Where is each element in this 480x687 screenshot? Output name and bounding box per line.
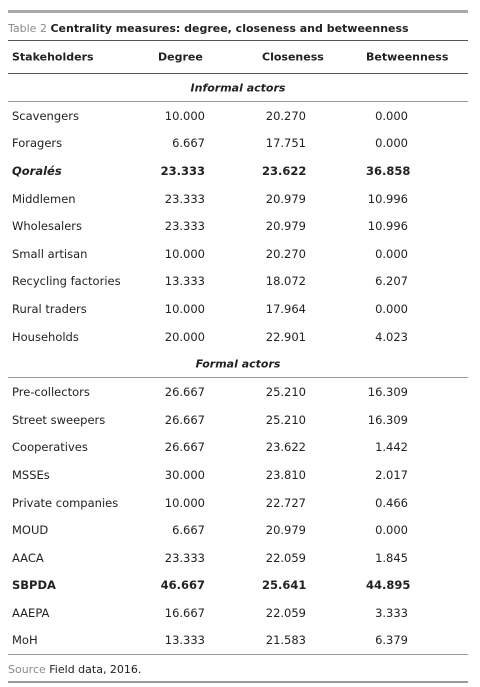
- betweenness-cell: 6.379: [375, 633, 408, 648]
- degree-cell: 46.667: [160, 578, 205, 593]
- stakeholder-cell: Households: [12, 329, 79, 344]
- stakeholder-cell: Small artisan: [12, 246, 88, 261]
- betweenness-cell: 0.000: [375, 136, 408, 151]
- stakeholder-cell: SBPDA: [12, 578, 56, 593]
- degree-cell: 6.667: [172, 136, 205, 151]
- table-row: [8, 434, 468, 462]
- stakeholder-cell: Pre-collectors: [12, 385, 90, 400]
- table-row: [8, 406, 468, 434]
- header-betweenness: Betweenness: [366, 50, 449, 64]
- closeness-cell: 17.751: [265, 136, 306, 151]
- betweenness-cell: 1.442: [375, 440, 408, 455]
- closeness-cell: 18.072: [265, 274, 306, 289]
- degree-cell: 16.667: [164, 605, 205, 620]
- table-row: [8, 489, 468, 517]
- degree-cell: 30.000: [164, 467, 205, 482]
- stakeholder-cell: MoH: [12, 633, 38, 648]
- betweenness-cell: 0.000: [375, 301, 408, 316]
- header-stakeholders: Stakeholders: [12, 50, 94, 64]
- stakeholder-cell: MSSEs: [12, 467, 50, 482]
- degree-cell: 26.667: [164, 385, 205, 400]
- closeness-cell: 25.641: [262, 578, 307, 593]
- stakeholder-cell: AACA: [12, 550, 44, 565]
- degree-cell: 10.000: [164, 246, 205, 261]
- degree-cell: 26.667: [164, 440, 205, 455]
- closeness-cell: 21.583: [265, 633, 306, 648]
- degree-cell: 10.000: [164, 495, 205, 510]
- table-row: [8, 157, 468, 185]
- stakeholder-cell: Middlemen: [12, 191, 76, 206]
- betweenness-cell: 1.845: [375, 550, 408, 565]
- table-row: [8, 378, 468, 406]
- closeness-cell: 22.059: [265, 550, 306, 565]
- stakeholder-cell: AAEPA: [12, 605, 50, 620]
- table-row: [8, 544, 468, 572]
- table-row: [8, 516, 468, 544]
- table-row: [8, 295, 468, 323]
- header-closeness: Closeness: [262, 50, 324, 64]
- table-title: Centrality measures: degree, closeness and betweenness: [50, 22, 409, 35]
- stakeholder-cell: Street sweepers: [12, 412, 106, 427]
- stakeholder-cell: Qoralés: [12, 163, 62, 178]
- section-heading: [8, 350, 468, 377]
- table-row: [8, 461, 468, 489]
- betweenness-cell: 4.023: [375, 329, 408, 344]
- table-row: [8, 572, 468, 600]
- stakeholder-cell: MOUD: [12, 523, 49, 538]
- table-row: [8, 212, 468, 240]
- table-row: [8, 240, 468, 268]
- stakeholder-cell: Scavengers: [12, 108, 79, 123]
- table-body: [8, 74, 468, 654]
- betweenness-cell: 0.000: [375, 523, 408, 538]
- degree-cell: 13.333: [164, 633, 205, 648]
- betweenness-cell: 3.333: [375, 605, 408, 620]
- table-row: [8, 102, 468, 130]
- degree-cell: 10.000: [164, 108, 205, 123]
- centrality-table: [8, 10, 468, 683]
- stakeholder-cell: Recycling factories: [12, 274, 121, 289]
- table-caption: [8, 13, 468, 40]
- table-row: [8, 268, 468, 296]
- betweenness-cell: 44.895: [366, 578, 411, 593]
- closeness-cell: 20.979: [265, 523, 306, 538]
- closeness-cell: 25.210: [265, 412, 306, 427]
- table-row: [8, 185, 468, 213]
- stakeholder-cell: Rural traders: [12, 301, 87, 316]
- betweenness-cell: 16.309: [367, 412, 408, 427]
- closeness-cell: 23.810: [265, 467, 306, 482]
- stakeholder-cell: Private companies: [12, 495, 119, 510]
- closeness-cell: 23.622: [262, 163, 307, 178]
- closeness-cell: 25.210: [265, 385, 306, 400]
- betweenness-cell: 0.466: [375, 495, 408, 510]
- degree-cell: 10.000: [164, 301, 205, 316]
- degree-cell: 23.333: [164, 550, 205, 565]
- source-label: Source: [8, 663, 46, 677]
- closeness-cell: 20.270: [265, 246, 306, 261]
- closeness-cell: 22.901: [265, 329, 306, 344]
- source-text: Field data, 2016.: [49, 663, 142, 677]
- section-title: Formal actors: [195, 357, 281, 371]
- closeness-cell: 17.964: [265, 301, 306, 316]
- betweenness-cell: 6.207: [375, 274, 408, 289]
- table-number: Table 2: [8, 22, 47, 35]
- table-row: [8, 130, 468, 158]
- degree-cell: 23.333: [160, 163, 205, 178]
- betweenness-cell: 0.000: [375, 108, 408, 123]
- closeness-cell: 20.979: [265, 219, 306, 234]
- betweenness-cell: 16.309: [367, 385, 408, 400]
- degree-cell: 26.667: [164, 412, 205, 427]
- stakeholder-cell: Cooperatives: [12, 440, 88, 455]
- closeness-cell: 22.059: [265, 605, 306, 620]
- section-heading: [8, 74, 468, 101]
- betweenness-cell: 2.017: [375, 467, 408, 482]
- stakeholder-cell: Wholesalers: [12, 219, 82, 234]
- table-row: [8, 599, 468, 627]
- betweenness-cell: 36.858: [366, 163, 411, 178]
- betweenness-cell: 10.996: [367, 219, 408, 234]
- bottom-rule: [8, 681, 468, 683]
- closeness-cell: 22.727: [265, 495, 306, 510]
- degree-cell: 23.333: [164, 219, 205, 234]
- degree-cell: 23.333: [164, 191, 205, 206]
- table-row: [8, 627, 468, 655]
- table-row: [8, 323, 468, 351]
- table-source: [8, 655, 468, 681]
- header-row: [8, 41, 468, 73]
- degree-cell: 13.333: [164, 274, 205, 289]
- section-title: Informal actors: [190, 81, 286, 94]
- degree-cell: 20.000: [164, 329, 205, 344]
- betweenness-cell: 0.000: [375, 246, 408, 261]
- betweenness-cell: 10.996: [367, 191, 408, 206]
- closeness-cell: 20.979: [265, 191, 306, 206]
- degree-cell: 6.667: [172, 523, 205, 538]
- closeness-cell: 20.270: [265, 108, 306, 123]
- closeness-cell: 23.622: [265, 440, 306, 455]
- stakeholder-cell: Foragers: [12, 136, 63, 151]
- header-degree: Degree: [158, 50, 203, 64]
